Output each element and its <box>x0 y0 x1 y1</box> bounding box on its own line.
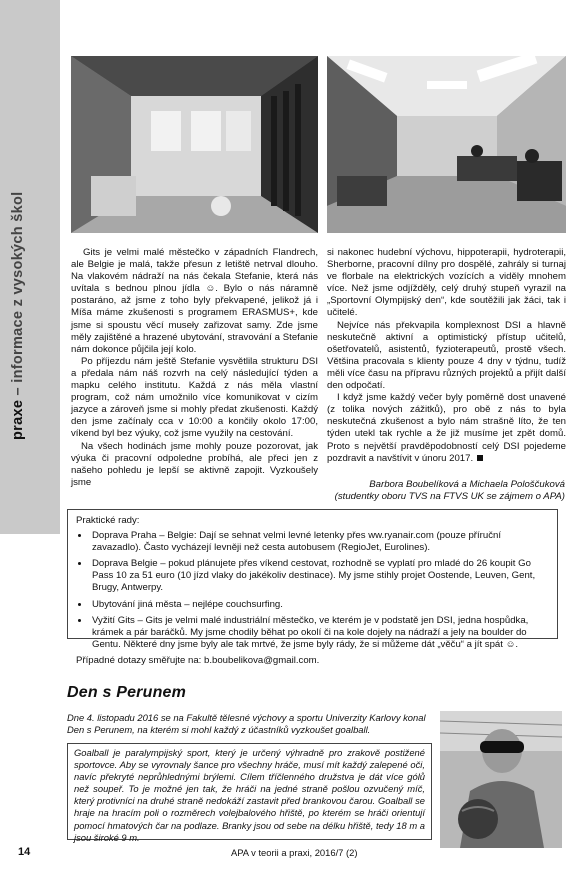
page-number: 14 <box>18 846 31 858</box>
hallway-photo <box>71 56 318 233</box>
paragraph: si nakonec hudební výchovu, hippoterapii, hydroterapii, Sherborne, pracovní dílny pro dospělé, zahrály si turnaj ve florbale na elektrických vozících a viděly mnohem více. Než jsme odjížděly, celý druhý stupeň vyrazil na „Sportovní Olympijský den“, kde soutěžili jak žáci, tak i učitelé. <box>327 247 566 319</box>
section-subtitle: – informace z vysokých škol <box>10 191 26 396</box>
list-item: • Vyžití Gits – Gits je velmi malé industriální městečko, ve kterém je v podstatě jen DSI, jedna hospůdka, krámek a pár baráčků. My jsme chodily běhat po okolí či na kole dojely na nádraží a jely na boulder do Gentu. Některé dny jsme byly ale tak mrtvé, že jsme byly rády, že si můžeme dát „věču“ a jít spát ☺. <box>90 615 549 651</box>
section-label <box>10 30 26 440</box>
article-lead: Dne 4. listopadu 2016 se na Fakultě tělesné výchovy a sportu Univerzity Karlovy konal Den s Perunem, na kterém si mohl každý z účastníků vyzkoušet goalball. <box>67 712 426 735</box>
goalball-player-photo <box>440 711 562 848</box>
paragraph: Nejvíce nás překvapila komplexnost DSI a hlavně neskutečně aktivní a optimistický přístup učitelů, ošetřovatelů, asistentů, fyzioterapeutů, prostě všech. Většina pracovala s klienty pouze 4 dny v týdnu, tudíž měli více času na přípravu různých projektů a přijít další den odpočatí. <box>327 319 566 392</box>
list-item: • Doprava Belgie – pokud plánujete přes víkend cestovat, rozhodně se vyplatí pro mladé do 26 koupit Go Pass 10 za 51 euro (10 jízd vlaky do jakékoliv destinace). My jsme stihly projet Oostende, Leuven, Gent, Brugy, Antwerpy. <box>90 558 549 594</box>
list-item: • Doprava Praha – Belgie: Dají se sehnat velmi levné letenky přes ww.ryanair.com (pouze příruční zavazadlo). Často vycházejí levněji než cesta autobusem (RegioJet, Eurolines). <box>90 530 549 554</box>
paragraph: Na všech hodinách jsme mohly pouze pozorovat, jak výuka či pracovní odpoledne probíhá, ale přeci jen z našeho pohledu je lepší se aktivně zapojit. Vyzkoušely jsme <box>71 440 318 488</box>
advice-heading: Praktické rady: <box>76 515 140 526</box>
authors: Barbora Boubelíková a Michaela Pološčuková <box>369 479 565 490</box>
journal-footer: APA v teorii a praxi, 2016/7 (2) <box>231 847 358 858</box>
end-of-article-icon <box>477 455 483 461</box>
paragraph-text: I když jsme každý večer byly poměrně dost unavené (z tolika nových zážitků), pro obě z nás to byla neskutečná zkušenost a bylo nám strašně líto, že ten týden utekl tak rychle a že již musíme jet zpět domů. Proto s největší pravděpodobností celý DSI pojedeme pozdravit a navštívit v únoru 2017. <box>327 392 566 464</box>
article-title: Den s Perunem <box>67 684 187 701</box>
paragraph <box>327 392 566 465</box>
article-signature <box>320 479 565 503</box>
authors-affiliation: (studentky oboru TVS na FTVS UK se zájmem o APA) <box>334 491 565 503</box>
advice-list <box>76 530 549 651</box>
paragraph: Gits je velmi malé městečko v západních Flandrech, ale Belgie je malá, takže přesun z letiště netrval dlouho. Na vlakovém nádraží na nás čekala Stefanie, která nás uvítala s bednou plnou jídla ☺. Bylo o nás náramně postaráno, až jsme z toho byly překvapené, jelikož já i Míša máme zkušenosti s programem ERASMUS+, kde jsme si spoustu věcí museły zařizovat samy. Zde jsme měly zajištěné a hrazené ubytování, stravování a Stefanie nám dokonce půjčila její kolo. <box>71 247 318 355</box>
paragraph: Po příjezdu nám ještě Stefanie vysvětlila strukturu DSI a předala nám náš rozvrh na celý následující týden a mapku celého institutu. Každá z nás měla vlastní program, což nám umožnilo více komunikovat v cizím jazyce a zároveň jsme si mohly předat zkušenosti. Každý den jsme začínaly cca v 10:00 a končily okolo 17:00, víkend byl bez výuky, což jsme využily na cestování. <box>71 355 318 440</box>
article-column-1 <box>71 247 318 489</box>
list-item: • Ubytování jiná města – nejlépe couchsurfing. <box>90 599 549 611</box>
goalball-info-box: Goalball je paralympijský sport, který je určený výhradně pro zrakově postižené sportovce. Aby se vyrovnaly šance pro všechny hráče, musí mít každý zalepené oči, navíc překryté neprůhlednými brýlemi. Cílem tříčlenného družstva je dát více gólů než soupeř. To je možné jen tak, že hráči na jedné straně pošlou ozvučený míč, který protivníci na druhé straně nedokáží zastavit před brankovou čarou. Goalball se hraje na hracím poli o rozměrech volejbalového hřiště, po kterém se hráči orientují pomocí hmatových čar na podlaze. Branky jsou od sebe na délku hřiště, tedy 18 m a jsou široké 9 m. <box>67 743 432 840</box>
section-name: praxe <box>10 399 26 440</box>
advice-contact: Případné dotazy směřujte na: b.boubelikova@gmail.com. <box>76 654 320 666</box>
article-column-2 <box>327 247 566 465</box>
sidebar <box>0 0 60 534</box>
practical-advice-box <box>67 509 558 666</box>
office-photo <box>327 56 566 233</box>
